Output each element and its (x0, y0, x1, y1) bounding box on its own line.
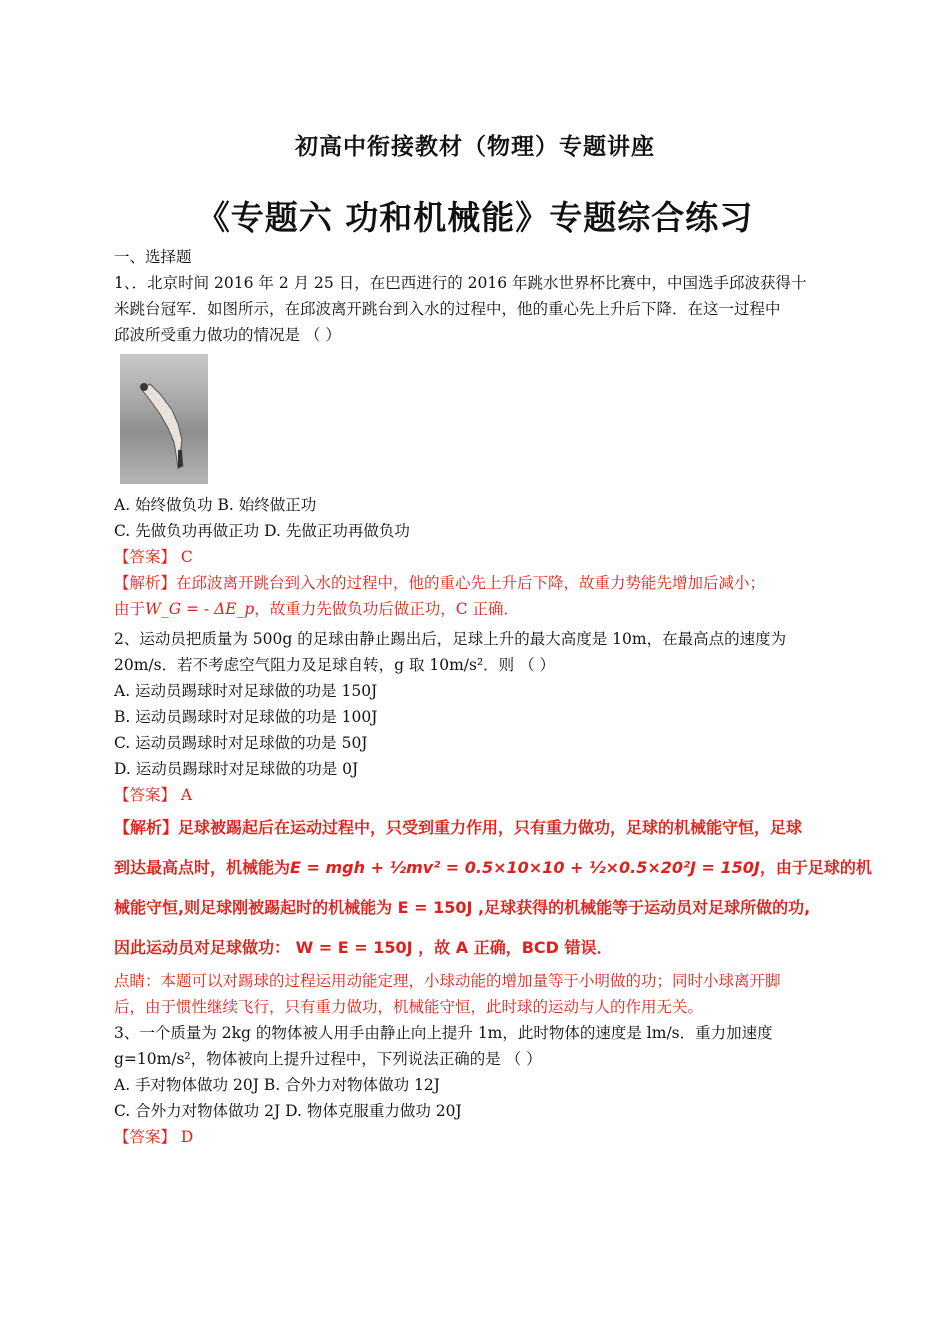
q2-answer: 【答案】 A (114, 786, 193, 804)
q2-analysis-line-4: 因此运动员对足球做功： W = E = 150J ，故 A 正确，BCD 错误． (114, 938, 613, 957)
q1-analysis-line-1: 【解析】在邱波离开跳台到入水的过程中，他的重心先上升后下降，故重力势能先增加后减小； (114, 574, 766, 592)
diver-figure-icon (120, 354, 208, 484)
q2-analysis-line-1: 【解析】足球被踢起后在运动过程中，只受到重力作用，只有重力做功，足球的机械能守恒，足球 (114, 818, 803, 837)
q1-formula: W_G = - ΔE_p (145, 600, 255, 618)
q3-option-row-2: C. 合外力对物体做功 2J D. 物体克服重力做功 20J (114, 1102, 462, 1120)
q1-analysis-line-2: 由于W_G = - ΔE_p，故重力先做负功后做正功，C 正确． (114, 600, 520, 618)
q1-line-2: 米跳台冠军．如图所示，在邱波离开跳台到入水的过程中，他的重心先上升后下降．在这一过程中 (114, 300, 781, 318)
q1-option-row-1: A. 始终做负功 B. 始终做正功 (114, 496, 317, 514)
q1-line-1: 1、．北京时间 2016 年 2 月 25 日，在巴西进行的 2016 年跳水世界杯比赛中，中国选手邱波获得十 (114, 274, 807, 292)
question-2 (114, 626, 872, 1020)
document-title: 初高中衔接教材（物理）专题讲座 (295, 134, 655, 160)
section-heading: 一、选择题 (114, 248, 192, 266)
q3-answer: 【答案】 D (114, 1128, 194, 1146)
q2-line-1: 2、运动员把质量为 500g 的足球由静止踢出后，足球上升的最大高度是 10m，在最高点的速度为 (114, 630, 787, 648)
q2-analysis-line-3: 械能守恒,则足球刚被踢起时的机械能为 E = 150J ,足球获得的机械能等于运动员对足球所做的功, (114, 898, 811, 917)
q2-option-a: A. 运动员踢球时对足球做的功是 150J (114, 682, 378, 700)
q1-option-row-2: C. 先做负功再做正功 D. 先做正功再做负功 (114, 522, 410, 540)
question-1 (114, 270, 849, 622)
q2-option-d: D. 运动员踢球时对足球做的功是 0J (114, 760, 359, 778)
diver-photo (120, 354, 208, 484)
q2-option-b: B. 运动员踢球时对足球做的功是 100J (114, 708, 378, 726)
question-3 (114, 1020, 849, 1150)
q1-answer: 【答案】 C (114, 548, 193, 566)
q2-line-2: 20m/s．若不考虑空气阻力及足球自转，g 取 10m/s²．则 （ ） (114, 656, 556, 674)
q2-formula: E = mgh + ½mv² = 0.5×10×10 + ½×0.5×20²J = 150J (290, 858, 760, 877)
q2-analysis-line-2: 到达最高点时，机械能为E = mgh + ½mv² = 0.5×10×10 + ½×0.5×20²J = 150J，由于足球的机 (114, 858, 872, 877)
q3-line-2: g=10m/s²，物体被向上提升过程中，下列说法正确的是 （ ） (114, 1050, 542, 1068)
content (114, 244, 872, 1150)
q3-line-1: 3、一个质量为 2kg 的物体被人用手由静止向上提升 1m，此时物体的速度是 lm/s．重力加速度 (114, 1024, 773, 1042)
q1-line-3: 邱波所受重力做功的情况是 （ ） (114, 326, 341, 344)
q2-option-c: C. 运动员踢球时对足球做的功是 50J (114, 734, 368, 752)
q2-tip-line-2: 后，由于惯性继续飞行，只有重力做功，机械能守恒，此时球的运动与人的作用无关。 (114, 998, 704, 1016)
document-subtitle: 《专题六 功和机械能》专题综合练习 (196, 198, 754, 237)
q2-tip-line-1: 点睛：本题可以对踢球的过程运用动能定理，小球动能的增加量等于小明做的功；同时小球离开脚 (114, 972, 781, 990)
q3-option-row-1: A. 手对物体做功 20J B. 合外力对物体做功 12J (114, 1076, 440, 1094)
